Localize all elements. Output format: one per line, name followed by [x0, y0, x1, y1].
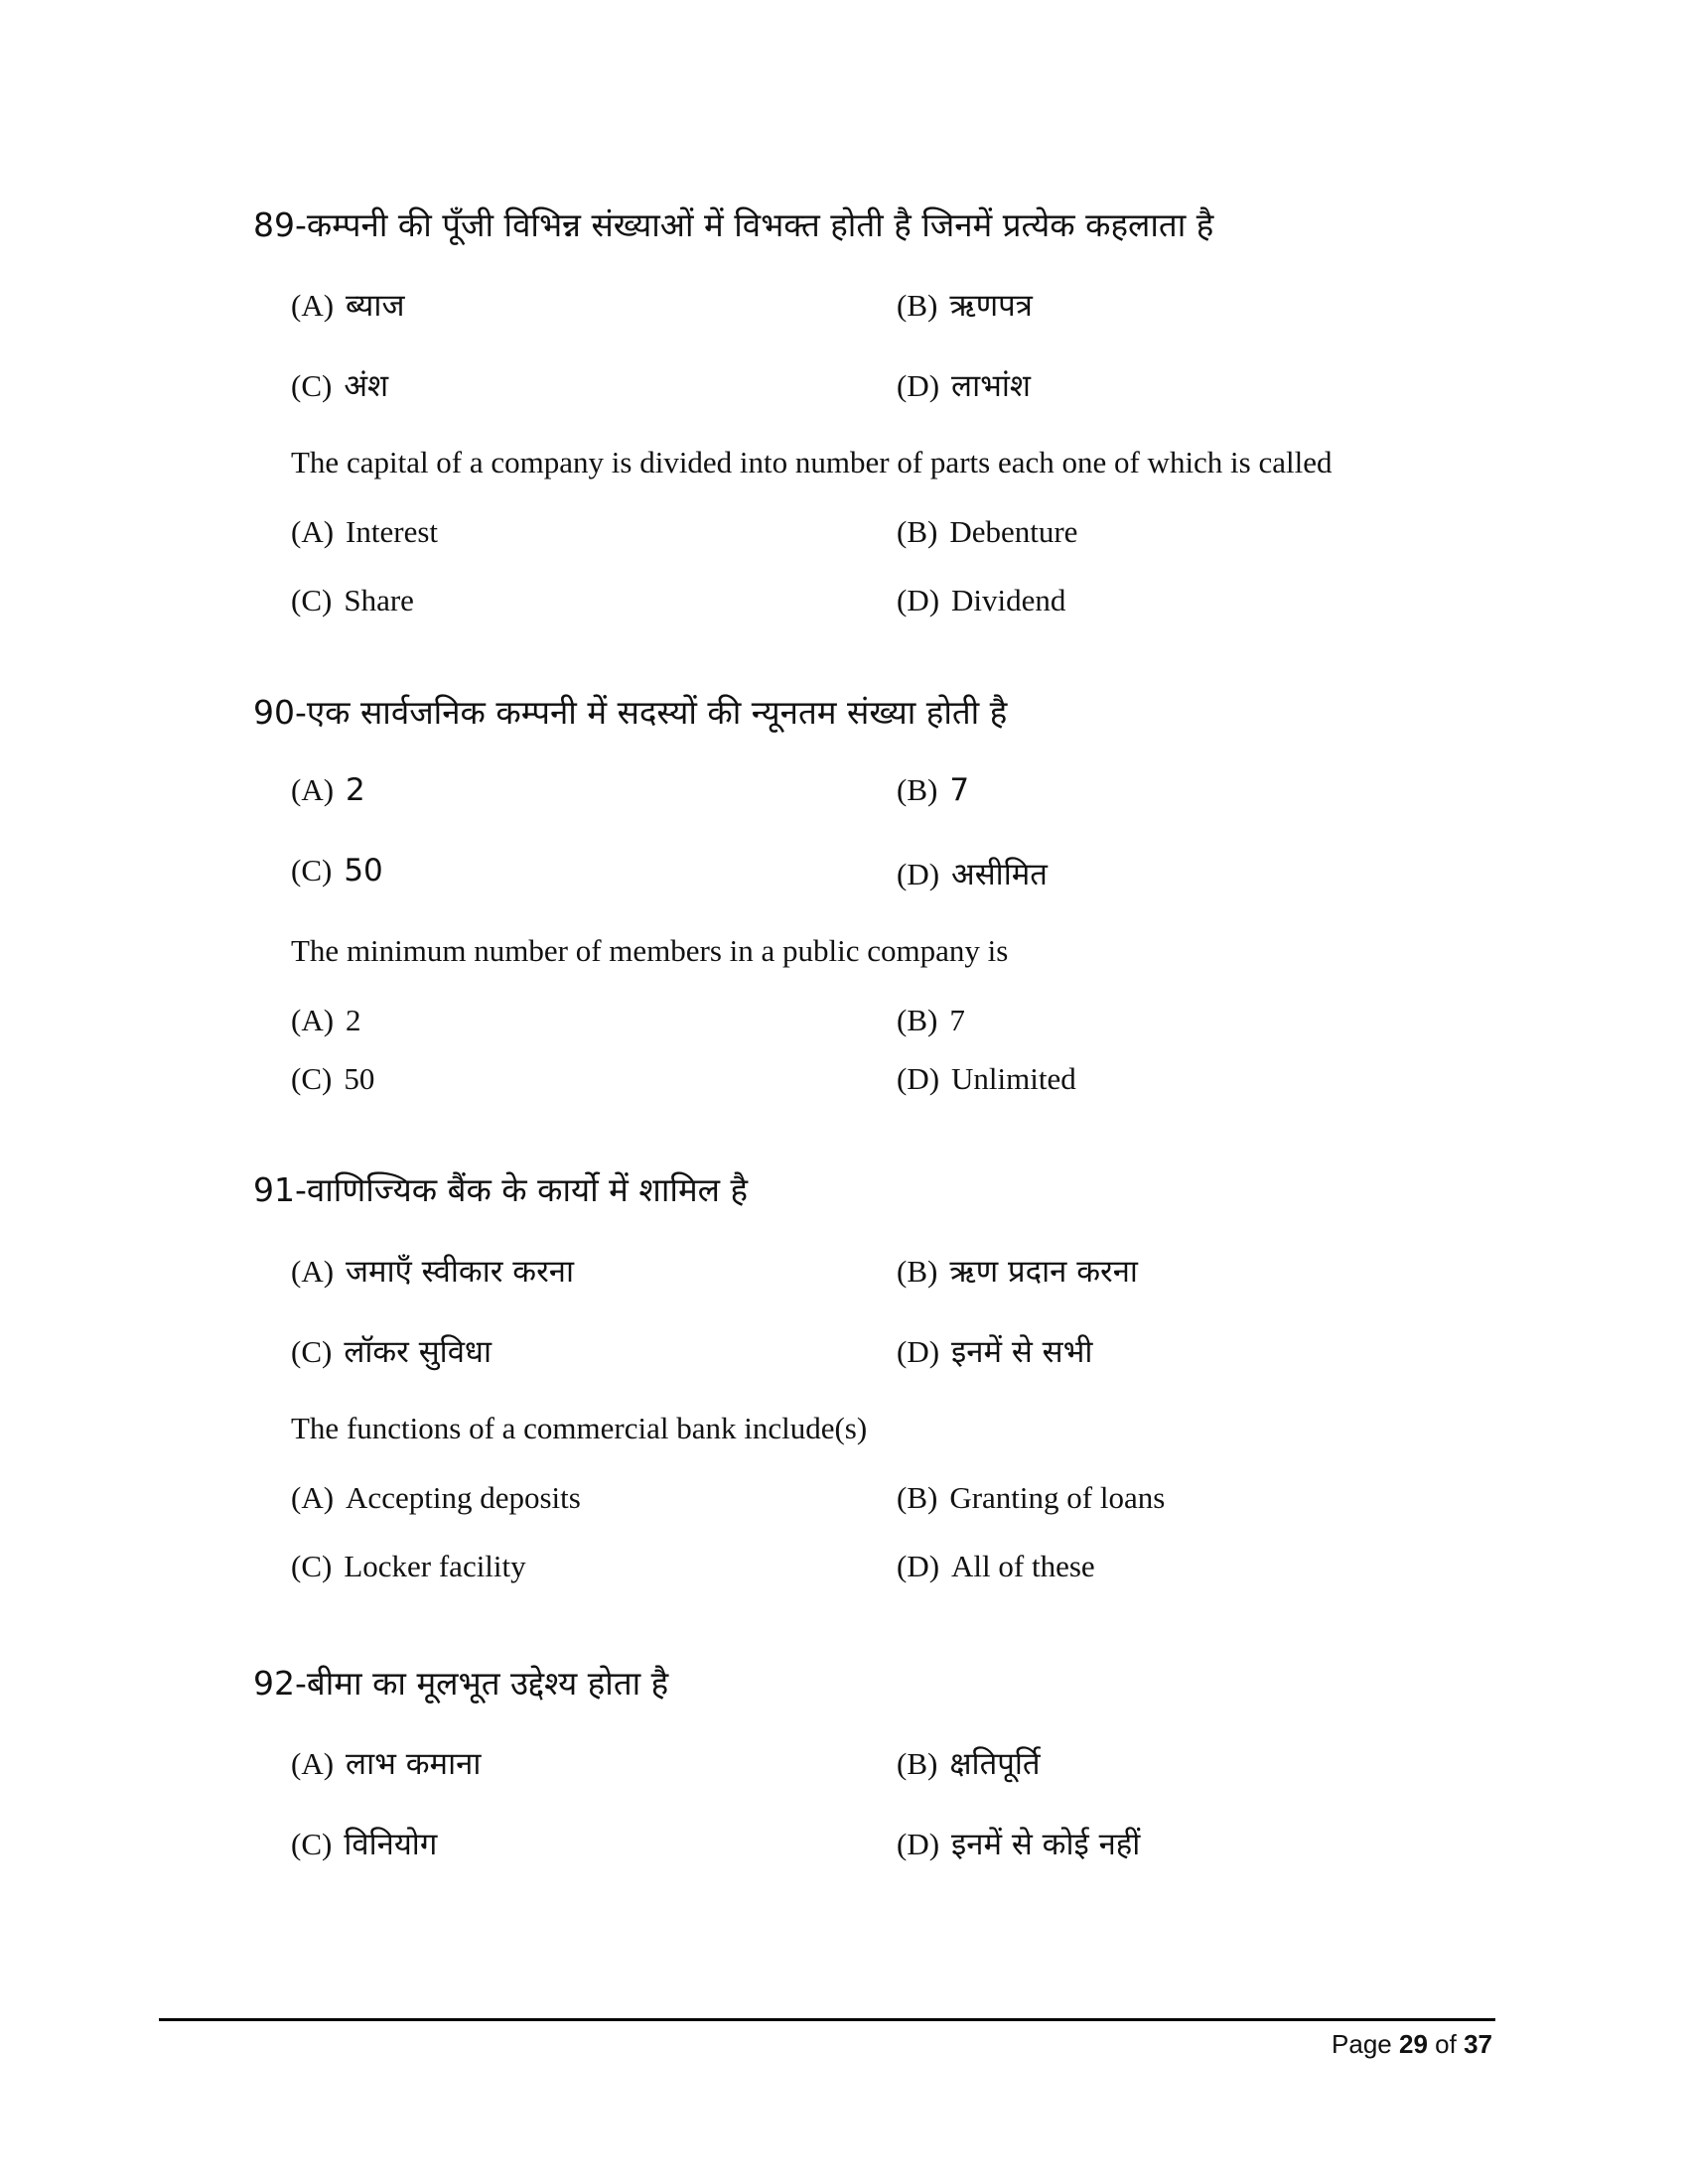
of-word: of: [1435, 2029, 1457, 2059]
option-label: (C): [291, 1334, 333, 1369]
option-b-hindi: [897, 772, 969, 808]
option-label: (D): [897, 1334, 940, 1369]
option-c-hindi: [291, 853, 383, 888]
option-label: (C): [291, 853, 333, 887]
option-d-hindi: [897, 1330, 1092, 1372]
option-d-hindi: [897, 1823, 1140, 1864]
option-text: Share: [344, 583, 414, 617]
option-text: इनमें से कोई नहीं: [951, 1827, 1141, 1862]
option-text: जमाएँ स्वीकार करना: [346, 1254, 575, 1290]
option-a-hindi: [291, 284, 404, 326]
option-label: (D): [897, 1549, 940, 1583]
option-c-english: [291, 1549, 526, 1584]
question-89-hindi: [253, 202, 1213, 246]
page-word: Page: [1332, 2029, 1392, 2059]
option-text: असीमित: [951, 857, 1048, 892]
option-text: Interest: [346, 514, 439, 549]
option-text: Accepting deposits: [346, 1480, 581, 1515]
option-text: विनियोग: [344, 1827, 438, 1862]
option-b-english: [897, 1003, 965, 1038]
option-label: (D): [897, 368, 940, 403]
option-text: 2: [346, 772, 365, 808]
option-b-hindi: [897, 1250, 1138, 1292]
option-a-english: [291, 514, 438, 550]
question-text-hindi: बीमा का मूलभूत उद्देश्य होता है: [306, 1664, 669, 1703]
option-d-english: [897, 1061, 1076, 1097]
option-label: (A): [291, 1746, 335, 1781]
option-a-hindi: [291, 1250, 574, 1292]
option-c-english: [291, 583, 414, 618]
question-number: 89-: [253, 205, 307, 244]
current-page-number: 29: [1399, 2029, 1428, 2059]
option-text: 7: [949, 1003, 965, 1037]
question-90-hindi: [253, 689, 1007, 734]
option-text: Locker facility: [344, 1549, 526, 1583]
option-d-english: [897, 1549, 1095, 1584]
question-number: 91-: [253, 1170, 307, 1209]
question-text-hindi: कम्पनी की पूँजी विभिन्न संख्याओं में विभक्त होती है जिनमें प्रत्येक कहलाता है: [306, 205, 1214, 244]
option-label: (C): [291, 1549, 333, 1583]
question-91-english: The functions of a commercial bank include(s): [291, 1411, 868, 1445]
question-text-hindi: वाणिज्यिक बैंक के कार्यो में शामिल है: [306, 1170, 749, 1209]
option-label: (B): [897, 1254, 938, 1289]
option-label: (D): [897, 1827, 940, 1861]
question-90-english: The minimum number of members in a public company is: [291, 933, 1009, 968]
question-92-hindi: [253, 1660, 668, 1705]
option-label: (B): [897, 288, 938, 323]
page-footer: [1332, 2029, 1492, 2060]
option-b-hindi: [897, 284, 1033, 326]
option-d-hindi: [897, 853, 1048, 894]
option-label: (C): [291, 1061, 333, 1096]
option-label: (A): [291, 1480, 335, 1515]
option-text: ऋणपत्र: [949, 288, 1033, 324]
option-text: इनमें से सभी: [951, 1334, 1093, 1370]
option-label: (B): [897, 1003, 938, 1037]
option-c-english: [291, 1061, 374, 1097]
option-label: (B): [897, 514, 938, 549]
option-text: Granting of loans: [949, 1480, 1166, 1515]
option-a-english: [291, 1480, 581, 1516]
question-text-hindi: एक सार्वजनिक कम्पनी में सदस्यों की न्यूनतम संख्या होती है: [306, 693, 1008, 732]
option-a-hindi: [291, 772, 365, 808]
option-c-hindi: [291, 1330, 492, 1372]
option-text: 50: [344, 853, 383, 888]
option-text: Debenture: [949, 514, 1078, 549]
option-label: (D): [897, 583, 940, 617]
option-label: (A): [291, 1254, 335, 1289]
option-label: (B): [897, 1480, 938, 1515]
option-text: अंश: [344, 368, 389, 404]
option-text: All of these: [951, 1549, 1095, 1583]
option-b-english: [897, 1480, 1165, 1516]
option-c-hindi: [291, 364, 388, 406]
option-b-hindi: [897, 1742, 1041, 1784]
option-a-hindi: [291, 1742, 481, 1784]
option-text: लॉकर सुविधा: [344, 1334, 492, 1370]
question-number: 92-: [253, 1664, 307, 1703]
option-label: (A): [291, 514, 335, 549]
question-89-english: The capital of a company is divided into number of parts each one of which is called: [291, 445, 1333, 479]
footer-divider: [159, 2018, 1495, 2021]
option-text: 2: [346, 1003, 361, 1037]
option-label: (C): [291, 368, 333, 403]
option-text: लाभ कमाना: [346, 1746, 482, 1782]
option-label: (A): [291, 772, 335, 807]
option-text: Unlimited: [951, 1061, 1076, 1096]
option-label: (B): [897, 772, 938, 807]
total-pages-number: 37: [1464, 2029, 1492, 2059]
option-text: क्षतिपूर्ति: [949, 1746, 1041, 1782]
option-text: 50: [344, 1061, 375, 1096]
option-text: ऋण प्रदान करना: [949, 1254, 1138, 1290]
option-d-hindi: [897, 364, 1031, 406]
option-label: (C): [291, 583, 333, 617]
option-text: Dividend: [951, 583, 1066, 617]
option-text: ब्याज: [346, 288, 405, 324]
question-number: 90-: [253, 693, 307, 732]
option-label: (A): [291, 1003, 335, 1037]
option-d-english: [897, 583, 1065, 618]
question-91-hindi: [253, 1166, 748, 1211]
option-label: (B): [897, 1746, 938, 1781]
option-a-english: [291, 1003, 361, 1038]
option-label: (D): [897, 1061, 940, 1096]
option-text: 7: [949, 772, 970, 808]
option-label: (D): [897, 857, 940, 891]
option-label: (C): [291, 1827, 333, 1861]
option-text: लाभांश: [951, 368, 1031, 404]
option-label: (A): [291, 288, 335, 323]
option-b-english: [897, 514, 1077, 550]
option-c-hindi: [291, 1823, 437, 1864]
